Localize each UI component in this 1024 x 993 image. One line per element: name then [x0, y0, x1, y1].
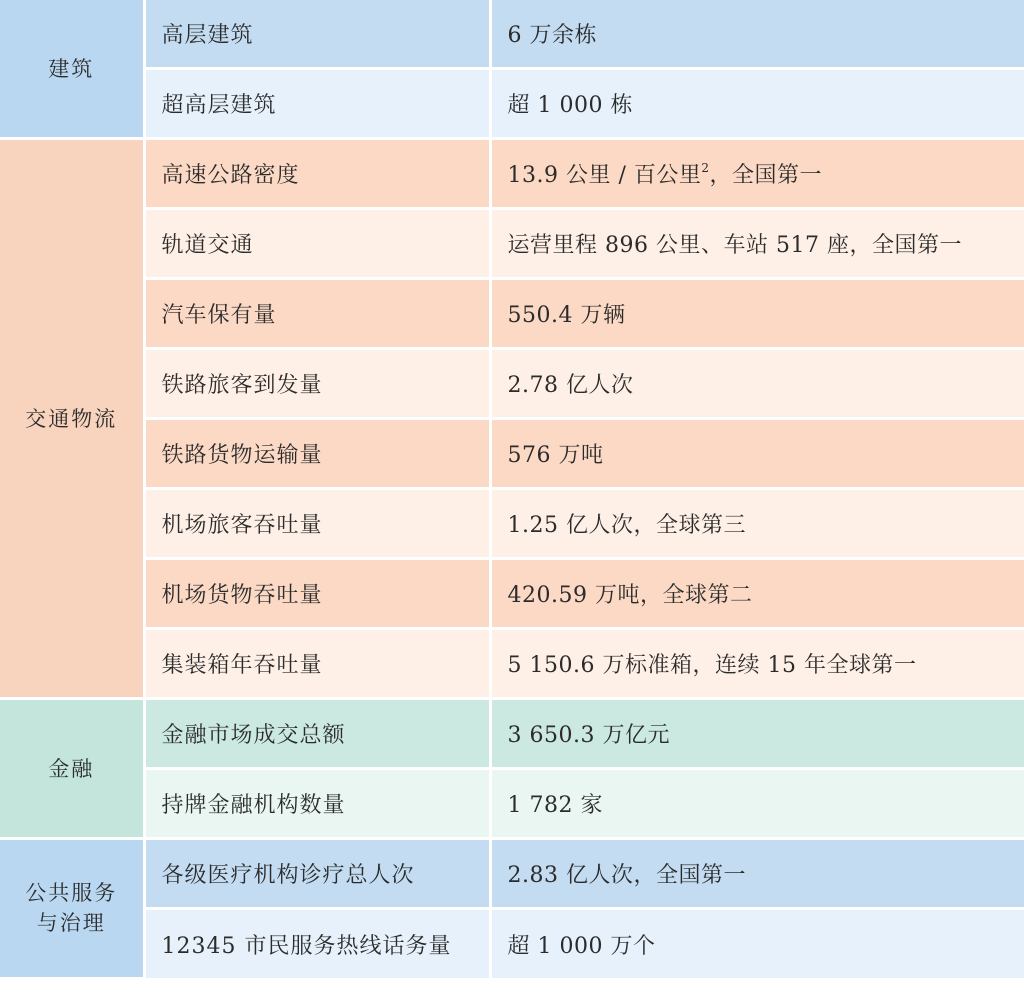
indicator-value-text: 1.25 亿人次，全球第三 — [507, 513, 746, 538]
category-cell — [0, 0, 144, 139]
indicator-label: 超高层建筑 — [144, 69, 490, 139]
indicator-label: 集装箱年吞吐量 — [144, 629, 490, 699]
table-row — [0, 139, 1024, 209]
indicator-value-text: 3 650.3 万亿元 — [507, 723, 670, 748]
table-row — [0, 559, 1024, 629]
indicator-value — [490, 139, 1024, 209]
table-row — [0, 279, 1024, 349]
indicator-value-text: 6 万余栋 — [507, 23, 597, 48]
indicator-value-text: 1 782 家 — [507, 793, 603, 818]
indicator-value — [490, 699, 1024, 769]
indicator-label: 汽车保有量 — [144, 279, 490, 349]
indicator-value-text: 550.4 万辆 — [507, 303, 626, 328]
indicator-value-text: 420.59 万吨，全球第二 — [507, 583, 753, 608]
indicator-label: 机场货物吞吐量 — [144, 559, 490, 629]
indicator-value — [490, 839, 1024, 909]
indicator-label: 铁路货物运输量 — [144, 419, 490, 489]
indicator-value — [490, 489, 1024, 559]
indicator-label: 高层建筑 — [144, 0, 490, 69]
indicator-value-text: 13.9 公里 / 百公里 — [507, 163, 702, 188]
indicator-label: 轨道交通 — [144, 209, 490, 279]
indicator-label: 铁路旅客到发量 — [144, 349, 490, 419]
indicator-value — [490, 0, 1024, 69]
indicator-value-text: 5 150.6 万标准箱，连续 15 年全球第一 — [507, 653, 917, 678]
indicator-value-suffix: ，全国第一 — [709, 163, 823, 188]
indicator-value — [490, 349, 1024, 419]
category-cell — [0, 699, 144, 839]
category-label: 交通物流 — [25, 406, 118, 431]
table-row — [0, 69, 1024, 139]
table-row — [0, 419, 1024, 489]
indicator-label: 持牌金融机构数量 — [144, 769, 490, 839]
table-row — [0, 839, 1024, 909]
indicator-label: 高速公路密度 — [144, 139, 490, 209]
indicator-value — [490, 419, 1024, 489]
indicator-value — [490, 769, 1024, 839]
indicator-value-text: 超 1 000 万个 — [507, 933, 656, 959]
indicator-label: 金融市场成交总额 — [144, 699, 490, 769]
table-row — [0, 209, 1024, 279]
category-label: 金融 — [48, 756, 95, 781]
table-row — [0, 909, 1024, 979]
indicator-value — [490, 279, 1024, 349]
table-row — [0, 699, 1024, 769]
indicator-label: 各级医疗机构诊疗总人次 — [144, 839, 490, 909]
indicator-value-text: 运营里程 896 公里、车站 517 座，全国第一 — [507, 233, 962, 258]
indicator-label: 12345 市民服务热线话务量 — [144, 909, 490, 979]
indicator-value-text: 2.78 亿人次 — [507, 373, 634, 398]
table-row — [0, 489, 1024, 559]
table-row — [0, 349, 1024, 419]
indicator-value-text: 576 万吨 — [507, 443, 604, 468]
indicator-value-text: 2.83 亿人次，全国第一 — [507, 863, 746, 888]
table-row — [0, 0, 1024, 69]
indicator-value — [490, 559, 1024, 629]
table-row — [0, 629, 1024, 699]
indicator-label: 机场旅客吞吐量 — [144, 489, 490, 559]
indicator-value — [490, 629, 1024, 699]
indicator-value — [490, 69, 1024, 139]
category-label: 建筑 — [48, 56, 95, 81]
category-cell — [0, 139, 144, 699]
category-cell — [0, 839, 144, 979]
indicator-value-text: 超 1 000 栋 — [507, 93, 633, 118]
table-row — [0, 769, 1024, 839]
category-label: 公共服务与治理 — [25, 881, 118, 936]
indicator-value — [490, 909, 1024, 979]
indicator-value — [490, 209, 1024, 279]
unit-superscript: 2 — [701, 161, 710, 175]
